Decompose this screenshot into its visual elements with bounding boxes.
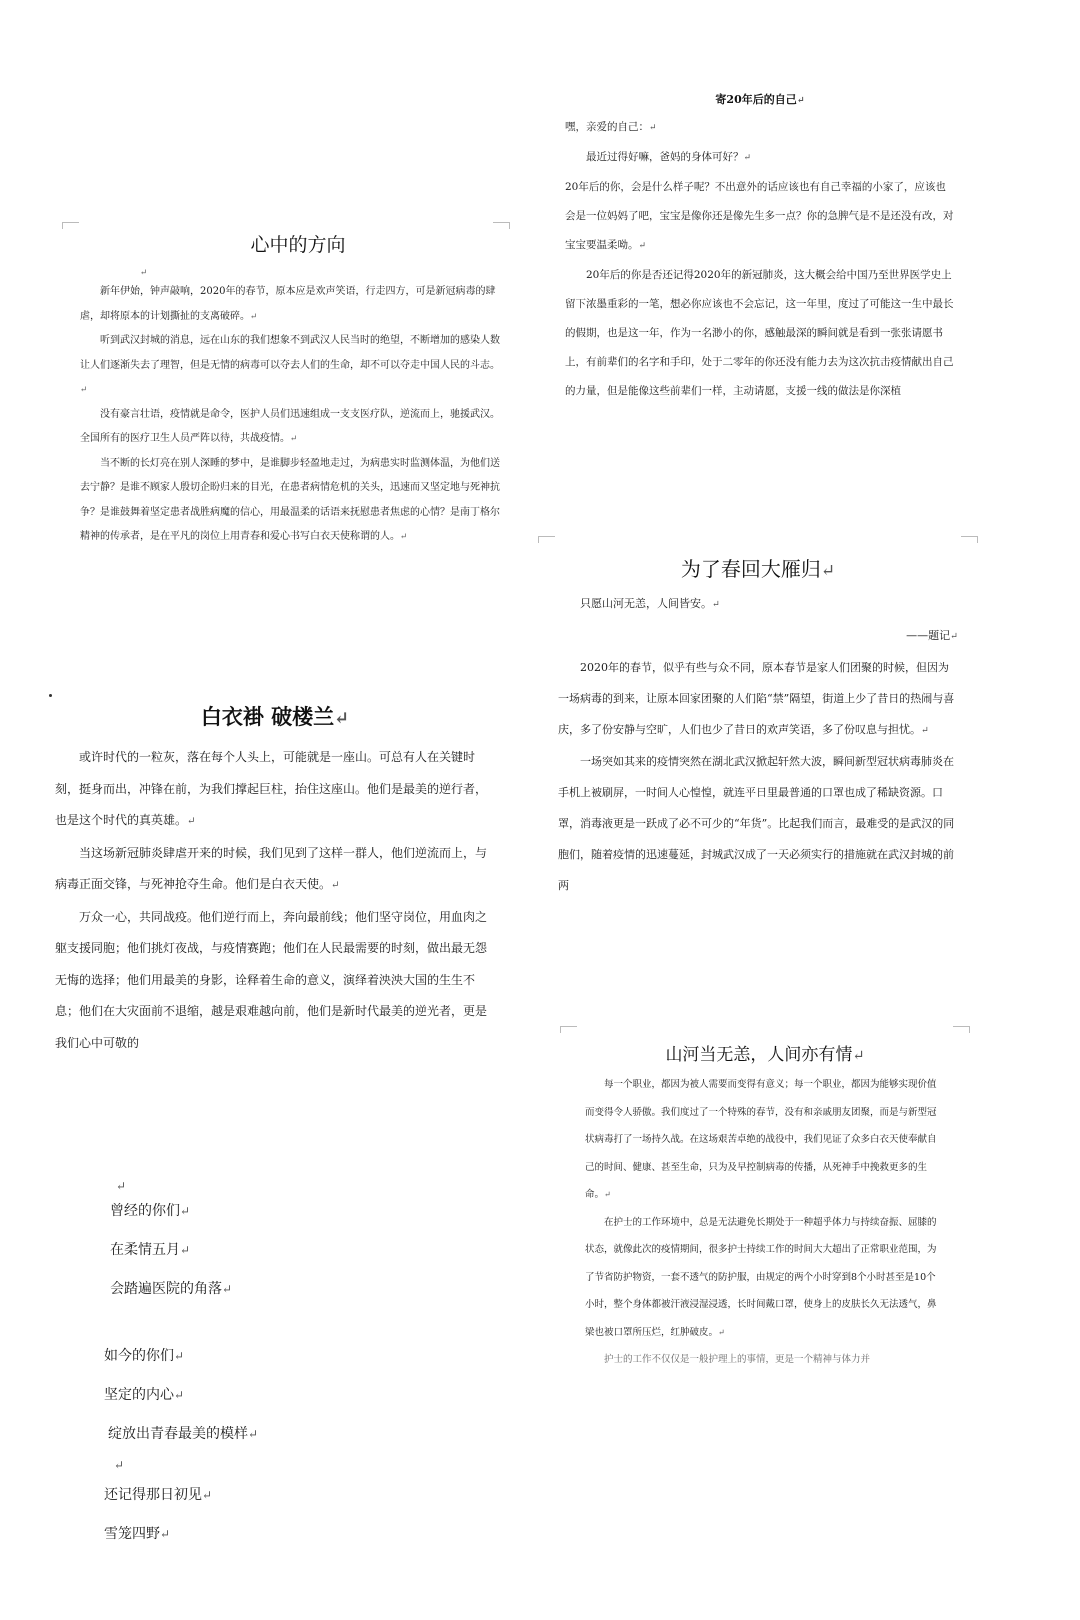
letter-greeting: 嘿，亲爱的自己：↵ [565,121,657,133]
page-corner-mark [538,536,555,543]
poem-line: 雪笼四野↵ [104,1526,170,1542]
essay-paragraph: 2020年的春节，似乎有些与众不同，原本春节是家人们团聚的时候，但因为一场病毒的到来，让原本回家团聚的人们陷“禁”隔望，街道上少了昔日的热闹与喜庆，多了份安静与空旷，人们也少了昔日的欢声笑语，多了份叹息与担忧。↵ [558,661,955,736]
essay-paragraph: 每一个职业，都因为被人需要而变得有意义；每一个职业，都因为能够实现价值而变得令人骄傲。我们度过了一个特殊的春节，没有和亲戚朋友团聚，而是与新型冠状病毒打了一场持久战。在这场艰苦卓绝的战役中，我们见证了众多白衣天使奉献自己的时间、健康、甚至生命，只为及早控制病毒的传播，从死神手中挽救更多的生命。↵ [585,1079,937,1200]
essay-paragraph: 当不断的长灯亮在别人深睡的梦中，是谁脚步轻盈地走过，为病患实时监测体温，为他们送去宁静？是谁不顾家人殷切企盼归来的目光，在患者病情危机的关头，迅速而又坚定地与死神抗争？是谁鼓舞着坚定患者战胜病魔的信心，用最温柔的话语来抚慰患者焦虑的心情？是南丁格尔精神的传承者，是在平凡的岗位上用青春和爱心书写白衣天使称谓的人。↵ [80,457,500,542]
essay-paragraph: 没有豪言壮语，疫情就是命令，医护人员们迅速组成一支支医疗队，逆流而上，驰援武汉。全国所有的医疗卫生人员严阵以待，共战疫情。↵ [80,408,500,444]
letter-paragraph: 20年后的你是否还记得2020年的新冠肺炎，这大概会给中国乃至世界医学史上留下浓墨重彩的一笔，想必你应该也不会忘记，这一年里，度过了可能这一生中最长的假期，也是这一年，作为一名渺小的你，感触最深的瞬间就是看到一张张请愿书上，有前辈们的名字和手印，处于二零年的你还没有能力去为这次抗击疫情献出自己的力量，但是能像这些前辈们一样，主动请愿，支援一线的做法是你深植 [565,269,954,397]
poem-line: 如今的你们↵ [104,1348,184,1364]
page-corner-mark [953,1026,970,1033]
letter-to-self [565,88,955,406]
poem-line: 会踏遍医院的角落↵ [110,1281,232,1297]
essay-heart-direction [80,230,500,550]
essay-title: 为了春回大雁归↵ [680,557,836,581]
essay-paragraph: 或许时代的一粒灰，落在每个人头上，可能就是一座山。可总有人在关键时刻，挺身而出，冲锋在前，为我们撑起巨柱，抬住这座山。他们是最美的逆行者，也是这个时代的真英雄。↵ [55,750,488,827]
bullet-dot [49,694,52,697]
poem-line: 曾经的你们↵ [110,1203,190,1219]
poem [104,1179,410,1554]
essay-title: 山河当无恙，人间亦有情↵ [665,1045,865,1065]
letter-paragraph: 20年后的你，会是什么样子呢？不出意外的话应该也有自己幸福的小家了，应该也会是一位妈妈了吧，宝宝是像你还是像先生多一点？你的急脾气是不是还没有改，对宝宝要温柔呦。↵ [565,181,954,251]
essay-paragraph: 当这场新冠肺炎肆虐开来的时候，我们见到了这样一群人，他们逆流而上，与病毒正面交锋，与死神抢夺生命。他们是白衣天使。↵ [55,845,488,891]
poem-line: 绽放出青春最美的模样↵ [108,1426,258,1442]
letter-paragraph: 最近过得好嘛，爸妈的身体可好？↵ [586,151,751,163]
poem-line: 坚定的内心↵ [104,1387,184,1403]
essay-paragraph: 听到武汉封城的消息，远在山东的我们想象不到武汉人民当时的绝望，不断增加的感染人数让人们逐渐失去了理智，但是无情的病毒可以夺去人们的生命，却不可以夺走中国人民的斗志。↵ [80,335,500,395]
poem-line: 在柔情五月↵ [110,1242,190,1258]
page-corner-mark [62,222,79,229]
page-corner-mark [560,1026,577,1033]
paragraph-mark: ↵ [140,268,148,278]
essay-mountains-rivers [585,1040,945,1365]
stanza-gap [110,1309,410,1337]
essay-title: 心中的方向 [250,234,346,256]
essay-spring-return [558,552,958,901]
essay-paragraph: 新年伊始，钟声敲响，2020年的春节，原本应是欢声笑语，行走四方，可是新冠病毒的肆虐，却将原本的计划撕扯的支离破碎。↵ [80,286,496,322]
page-corner-mark [493,222,510,229]
essay-paragraph: 一场突如其来的疫情突然在湖北武汉掀起轩然大波，瞬间新型冠状病毒肺炎在手机上被刷屏，一时间人心惶惶，就连平日里最普通的口罩也成了稀缺资源。口罩，消毒液更是一跃成了必不可少的“年货”。比起我们而言，最难受的是武汉的同胞们，随着疫情的迅速蔓延，封城武汉成了一天必须实行的措施就在武汉封城的前两 [558,755,955,892]
essay-epigraph: 只愿山河无恙，人间皆安。↵ [580,597,720,610]
essay-paragraph-cut: 护士的工作不仅仅是一般护理上的事情，更是一个精神与体力并 [604,1354,871,1365]
essay-paragraph: 万众一心，共同战疫。他们逆行而上，奔向最前线；他们坚守岗位，用血肉之躯支援同胞；他们挑灯夜战，与疫情赛跑；他们在人民最需要的时刻，做出最无怨无悔的选择；他们用最美的身影，诠释着生命的意义，演绎着泱泱大国的生生不息；他们在大灾面前不退缩，越是艰难越向前，他们是新时代最美的逆光者，更是我们心中可敬的 [55,909,488,1050]
essay-paragraph: 在护士的工作环境中，总是无法避免长期处于一种超乎体力与持续奋振、屈膝的状态，就像此次的疫情期间，很多护士持续工作的时间大大超出了正常职业范围，为了节省防护物资，一套不透气的防护服，由规定的两个小时穿到8个小时甚至是10个小时，整个身体都被汗液浸湿浸透，长时间戴口罩，使身上的皮肤长久无法透气，鼻梁也被口罩所压烂，红肿破皮。↵ [585,1216,937,1338]
paragraph-mark: ↵ [116,1179,126,1193]
essay-white-coat [55,700,495,1059]
essay-epigraph-signature: ——题记↵ [906,629,958,642]
letter-title: 寄20年后的自己↵ [715,93,805,106]
poem-line: 还记得那日初见↵ [104,1487,212,1503]
paragraph-mark: ↵ [114,1458,124,1472]
page-corner-mark [961,536,978,543]
essay-title: 白衣褂 破楼兰↵ [200,704,350,729]
